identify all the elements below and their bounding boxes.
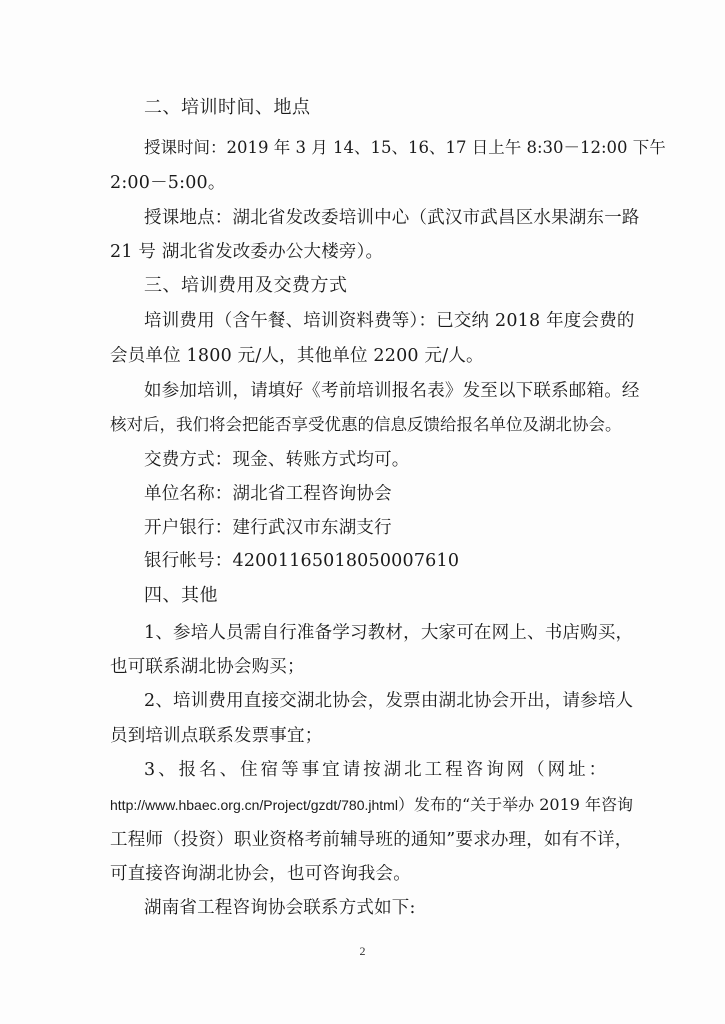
other-item-3-line-4: 可直接咨询湖北协会，也可咨询我会。 — [110, 864, 411, 884]
fee-line-2: 会员单位 1800 元/人，其他单位 2200 元/人。 — [110, 346, 484, 366]
section-heading-other: 四、其他 — [144, 585, 218, 606]
other-item-3-line-2 — [110, 793, 633, 817]
other-item-1-line-2: 也可联系湖北协会购买； — [110, 657, 305, 677]
contact-intro: 湖南省工程咨询协会联系方式如下: — [144, 898, 416, 918]
other-item-2-line-2: 员到培训点联系发票事宜； — [110, 726, 323, 746]
signup-line-2: 核对后，我们将会把能否享受优惠的信息反馈给报名单位及湖北协会。 — [110, 415, 622, 434]
other-item-1-line-1: 1、参培人员需自行准备学习教材，大家可在网上、书店购买， — [144, 623, 634, 643]
training-place-line-2: 21 号 湖北省发改委办公大楼旁）。 — [110, 242, 384, 262]
other-item-3-line-1: 3、报名、住宿等事宜请按湖北工程咨询网（网址： — [144, 760, 610, 780]
other-item-3-line-3: 工程师（投资）职业资格考前辅导班的通知”要求办理，如有不详， — [110, 830, 633, 850]
training-time-line-2: 2:00－5:00。 — [110, 173, 226, 193]
bank-name: 开户银行：建行武汉市东湖支行 — [144, 518, 392, 538]
training-time-line-1: 授课时间：2019 年 3 月 14、15、16、17 日上午 8:30－12:00 下午 — [144, 138, 666, 157]
training-place-line-1: 授课地点：湖北省发改委培训中心（武汉市武昌区水果湖东一路 — [144, 208, 640, 228]
unit-name: 单位名称：湖北省工程咨询协会 — [144, 484, 392, 504]
signup-line-1: 如参加培训，请填好《考前培训报名表》发至以下联系邮箱。经 — [144, 381, 640, 401]
bank-account: 银行帐号：42001165018050007610 — [144, 551, 460, 571]
payment-method: 交费方式：现金、转账方式均可。 — [144, 450, 410, 470]
other-item-2-line-1: 2、培训费用直接交湖北协会，发票由湖北协会开出，请参培人 — [144, 691, 634, 711]
other-item-3-line-2-rest: ）发布的“关于举办 2019 年咨询 — [397, 795, 634, 814]
registration-url-link[interactable]: http://www.hbaec.org.cn/Project/gzdt/780.jhtml — [110, 797, 398, 813]
fee-line-1: 培训费用（含午餐、培训资料费等）：已交纳 2018 年度会费的 — [144, 311, 635, 331]
section-heading-training-time-place: 二、培训时间、地点 — [144, 97, 311, 118]
page-number: 2 — [359, 944, 366, 958]
section-heading-fees: 三、培训费用及交费方式 — [144, 275, 348, 296]
